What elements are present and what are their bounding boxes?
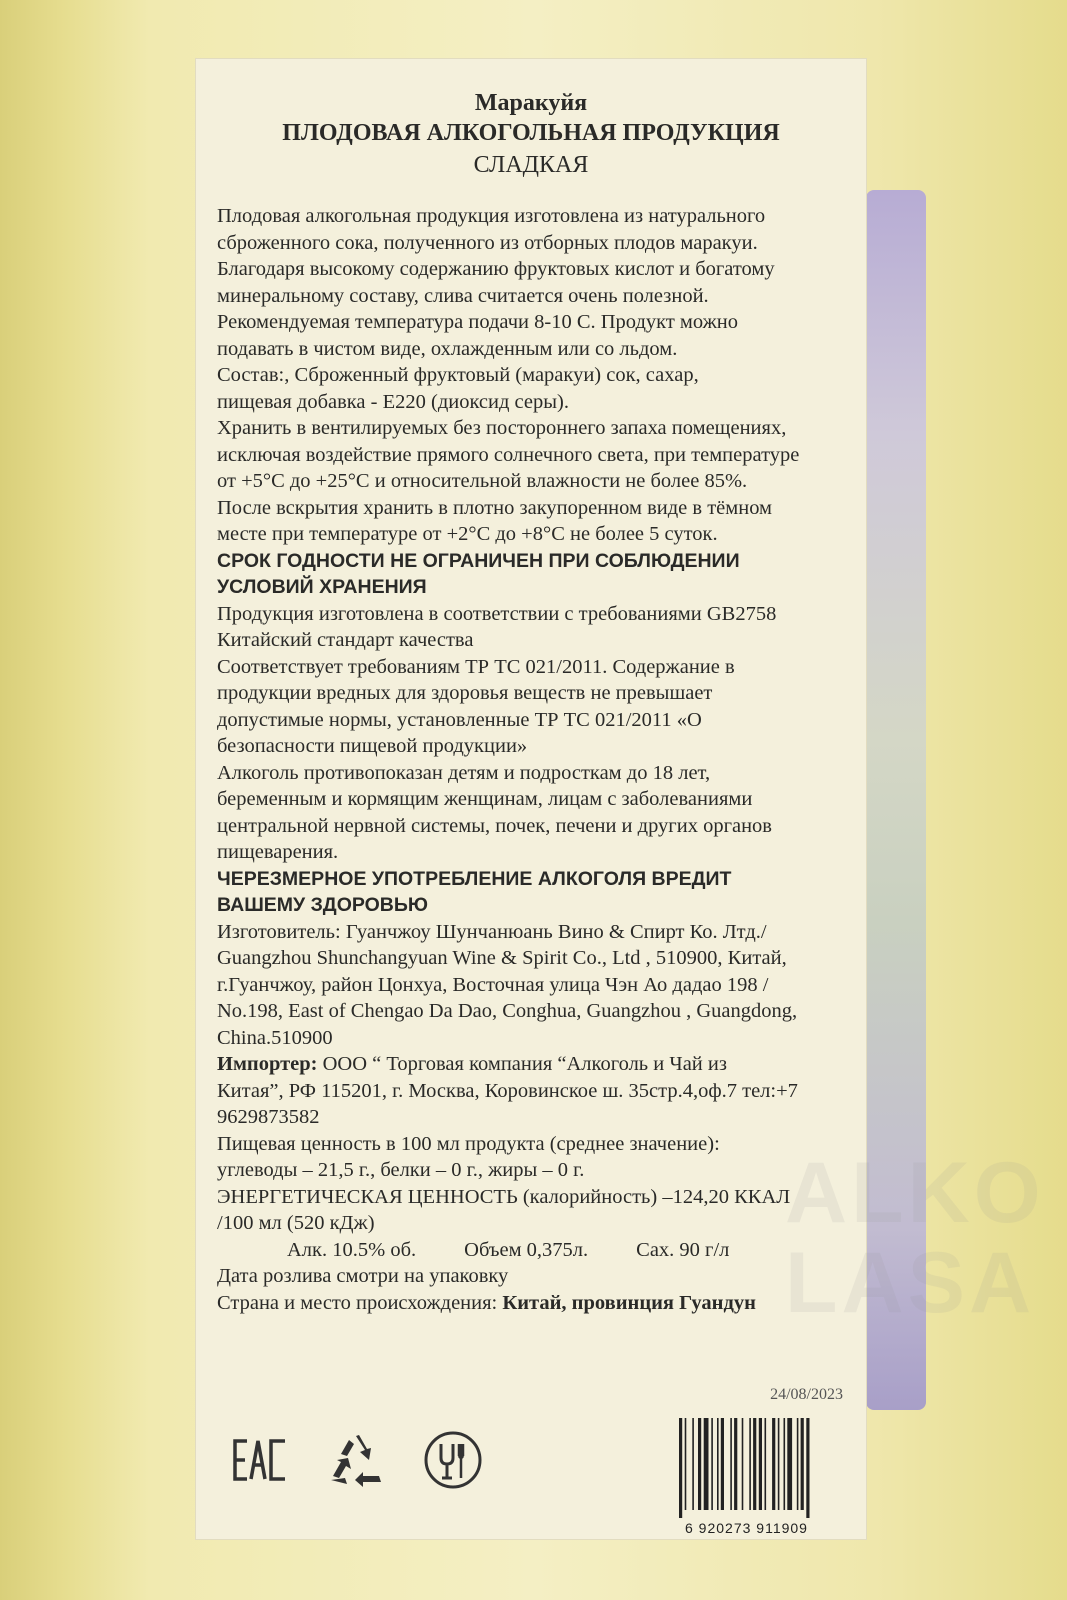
manufacturer-line: China.510900 <box>217 1026 333 1049</box>
shelf-life-line: СРОК ГОДНОСТИ НЕ ОГРАНИЧЕН ПРИ СОБЛЮДЕНИИ <box>217 549 740 572</box>
importer-line <box>217 1051 847 1078</box>
desc-line: Состав:, Сброженный фруктовый (маракуи) сок, сахар, <box>217 364 699 386</box>
health-warning: ВАШЕМУ ЗДОРОВЬЮ <box>217 894 428 916</box>
barcode-bar <box>685 1418 687 1510</box>
manufacturer-line: Изготовитель: Гуанчжоу Шунчанюань Вино & Спирт Ко. Лтд./ <box>217 920 767 943</box>
desc-line: подавать в чистом виде, охлажденным или со льдом. <box>217 337 678 360</box>
barcode-number: 6 920273 911909 <box>685 1520 808 1536</box>
label-body <box>217 203 847 1316</box>
shelf-life-line: УСЛОВИЙ ХРАНЕНИЯ <box>217 576 427 598</box>
barcode-bar <box>742 1418 744 1510</box>
importer-line: Китая”, РФ 115201, г. Москва, Коровинское ш. 35стр.4,оф.7 тел:+7 <box>217 1079 798 1102</box>
barcode-bar <box>704 1418 709 1510</box>
barcode-bar <box>801 1418 804 1510</box>
barcode <box>677 1418 849 1518</box>
compliance-line: центральной нервной системы, почек, печени и других органов <box>217 814 772 837</box>
desc-line: пищевая добавка - Е220 (диоксид серы). <box>217 390 569 413</box>
barcode-bar <box>749 1418 751 1510</box>
origin-line <box>217 1290 847 1317</box>
watermark: ALKO LASA <box>785 1145 1045 1331</box>
compliance-line: безопасности пищевой продукции» <box>217 735 528 757</box>
desc-line: Плодовая алкогольная продукция изготовлена из натурального <box>217 205 766 227</box>
compliance-line: пищеварения. <box>217 841 339 863</box>
barcode-bar <box>806 1418 809 1518</box>
importer-text: ООО “ Торговая компания “Алкоголь и Чай из <box>317 1053 727 1075</box>
barcode-bar <box>698 1418 701 1510</box>
importer-label: Импортер: <box>217 1053 318 1075</box>
desc-line: сброженного сока, полученного из отборных плодов маракуи. <box>217 231 758 254</box>
origin-value: Китай, провинция Гуандун <box>497 1291 756 1314</box>
manufacturer-line: г.Гуанчжоу, район Цонхуа, Восточная улица Чэн Ао дадао 198 / <box>217 973 769 996</box>
barcode-bar <box>717 1418 719 1510</box>
nutrition-line: Пищевая ценность в 100 мл продукта (среднее значение): <box>217 1132 720 1155</box>
nutrition-line: ЭНЕРГЕТИЧЕСКАЯ ЦЕННОСТЬ (калорийность) –124,20 ККАЛ <box>217 1185 791 1208</box>
barcode-bar <box>734 1418 737 1510</box>
compliance-line: беременным и кормящим женщинам, лицам с заболеваниями <box>217 788 753 810</box>
sugar-content: Сах. 90 г/л <box>636 1238 730 1261</box>
alcohol-content: Алк. 10.5% об. <box>287 1238 417 1261</box>
desc-line: После вскрытия хранить в плотно закупоренном виде в тёмном <box>217 496 773 519</box>
barcode-bar <box>711 1418 713 1510</box>
certification-icons <box>231 1430 483 1490</box>
origin-label: Страна и место происхождения: <box>217 1291 498 1314</box>
compliance-line: Соответствует требованиям ТР ТС 021/2011. Содержание в <box>217 655 735 678</box>
compliance-line: Алкоголь противопоказан детям и подросткам до 18 лет, <box>217 761 711 784</box>
label-date: 24/08/2023 <box>770 1386 843 1403</box>
compliance-line: допустимые нормы, установленные ТР ТС 021/2011 «О <box>217 708 702 731</box>
product-title: Маракуйя <box>474 90 588 116</box>
desc-line: Хранить в вентилируемых без постороннего запаха помещениях, <box>217 417 787 439</box>
barcode-bar <box>797 1418 799 1510</box>
barcode-bar <box>692 1418 694 1510</box>
barcode-bar <box>787 1418 792 1510</box>
barcode-bar <box>753 1418 756 1510</box>
barcode-bar <box>772 1418 775 1510</box>
compliance-line: Продукция изготовлена в соответствии с требованиями GB2758 <box>217 602 777 625</box>
desc-line: минеральному составу, слива считается очень полезной. <box>217 284 709 307</box>
desc-line: Благодаря высокому содержанию фруктовых кислот и богатому <box>217 258 775 280</box>
manufacturer-line: Guangzhou Shunchangyuan Wine & Spirit Co., Ltd , 510900, Китай, <box>217 947 787 969</box>
desc-line: Рекомендуемая температура подачи 8-10 С. Продукт можно <box>217 311 739 333</box>
desc-line: исключая воздействие прямого солнечного света, при температуре <box>217 443 800 466</box>
product-category: ПЛОДОВАЯ АЛКОГОЛЬНАЯ ПРОДУКЦИЯ <box>282 120 780 146</box>
barcode-bar <box>679 1418 682 1518</box>
specs-row <box>217 1237 847 1264</box>
importer-line: 9629873582 <box>217 1106 320 1128</box>
barcode-bar <box>721 1418 724 1510</box>
barcode-bar <box>778 1418 780 1510</box>
volume: Объем 0,375л. <box>464 1238 589 1261</box>
nutrition-line: /100 мл (520 кДж) <box>217 1212 375 1234</box>
food-contact-icon <box>423 1430 483 1490</box>
product-sweetness: СЛАДКАЯ <box>473 152 589 178</box>
desc-line: от +5°С до +25°С и относительной влажности не более 85%. <box>217 470 748 492</box>
back-label <box>195 58 1045 1540</box>
eac-icon <box>231 1437 289 1483</box>
health-warning: ЧЕРЕЗМЕРНОЕ УПОТРЕБЛЕНИЕ АЛКОГОЛЯ ВРЕДИТ <box>217 867 732 890</box>
compliance-line: Китайский стандарт качества <box>217 629 474 651</box>
manufacturer-line: No.198, East of Chengao Da Dao, Conghua, Guangzhou , Guangdong, <box>217 1000 798 1022</box>
bottling-date-note: Дата розлива смотри на упаковку <box>217 1265 509 1287</box>
compliance-line: продукции вредных для здоровья веществ не превышает <box>217 682 713 704</box>
desc-line: месте при температуре от +2°С до +8°С не более 5 суток. <box>217 523 718 545</box>
barcode-bar <box>784 1418 786 1510</box>
barcode-bar <box>730 1418 732 1510</box>
nutrition-line: углеводы – 21,5 г., белки – 0 г., жиры – 0 г. <box>217 1159 585 1181</box>
barcode-bar <box>759 1418 762 1510</box>
barcode-bar <box>765 1418 767 1510</box>
recycle-icon <box>325 1432 387 1488</box>
